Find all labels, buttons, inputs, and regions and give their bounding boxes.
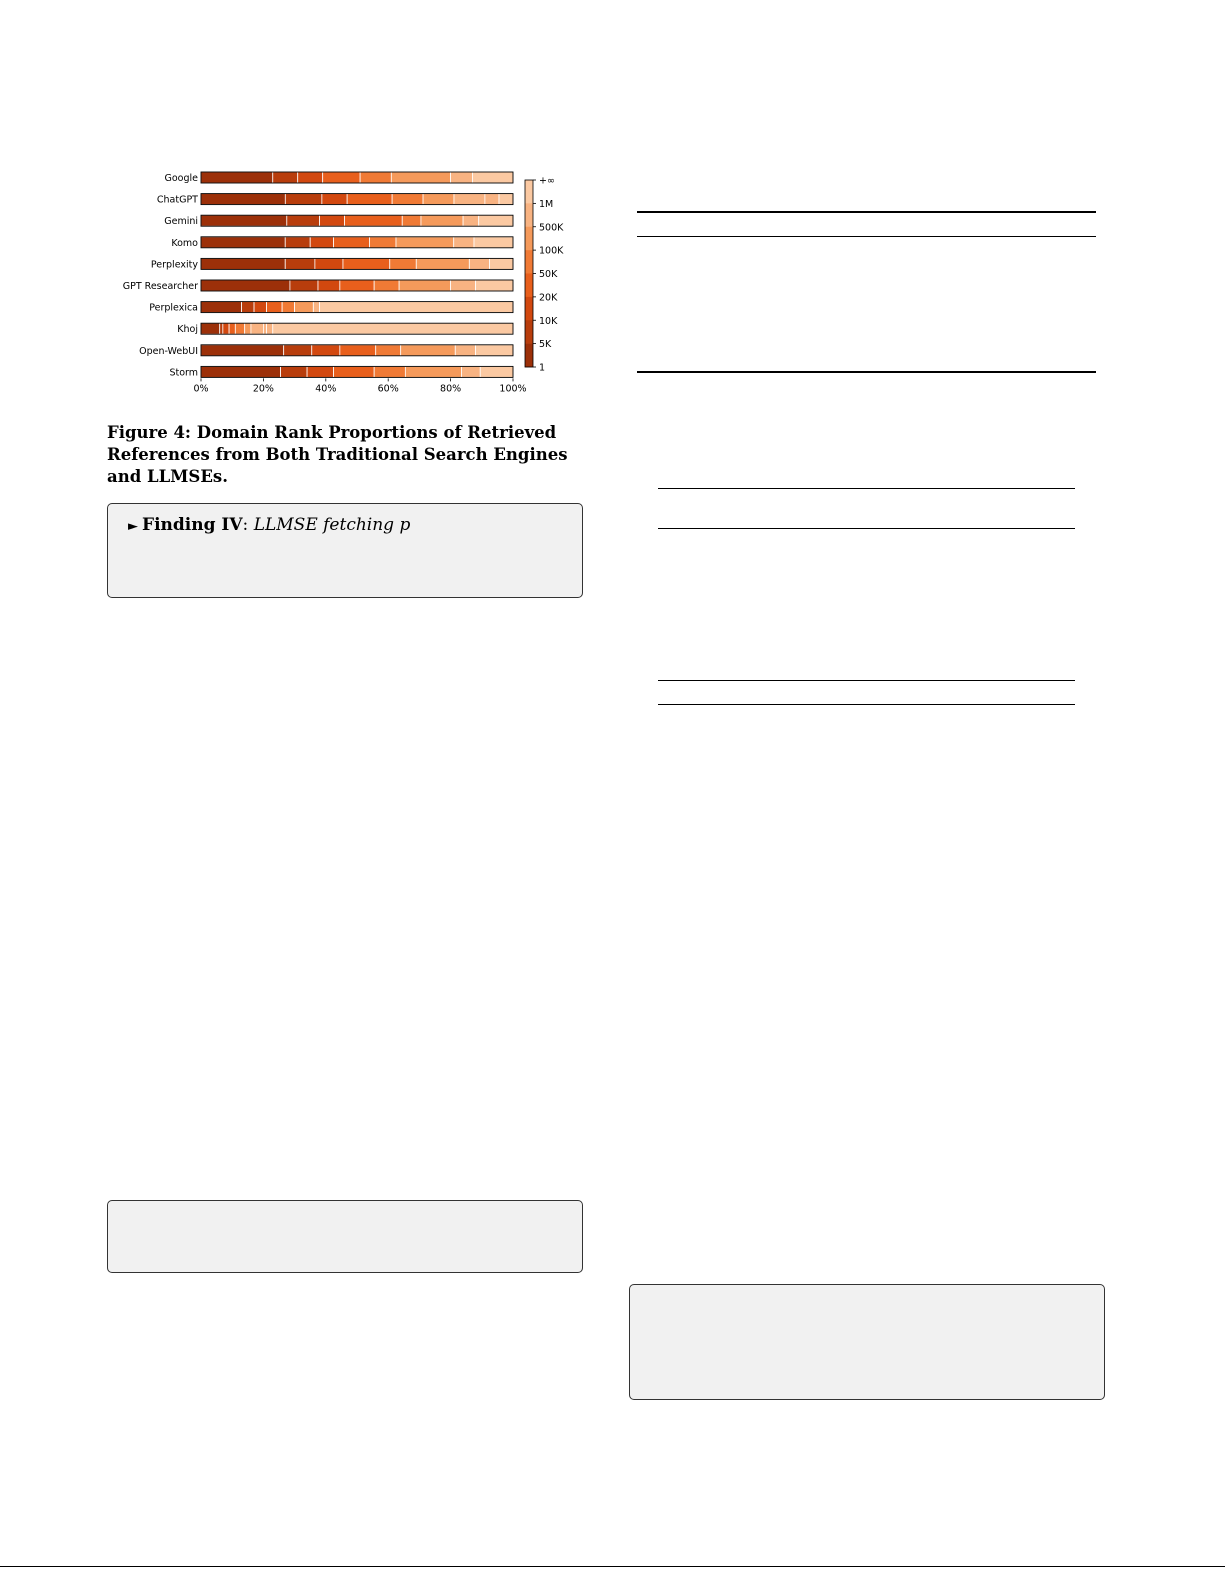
bar-segment	[423, 194, 454, 205]
bar-segment	[499, 194, 513, 205]
bar-segment	[334, 366, 375, 377]
bar-segment	[474, 237, 513, 248]
colorbar-segment	[525, 274, 533, 298]
colorbar-tick-label: 1	[539, 362, 546, 374]
bar-segment	[201, 258, 285, 269]
bar-segment	[235, 323, 244, 334]
colorbar-tick-label: 1M	[539, 198, 554, 210]
bar-segment	[451, 172, 473, 183]
colorbar-segment	[525, 180, 533, 204]
bar-segment	[391, 172, 450, 183]
bar-segment	[472, 172, 513, 183]
bar-segment	[340, 345, 376, 356]
bar-segment	[451, 280, 476, 291]
colorbar-segment	[525, 320, 533, 344]
bar-segment	[307, 366, 334, 377]
category-label: Perplexity	[150, 259, 198, 271]
colorbar-segment	[525, 344, 533, 368]
finding-arrow: ►	[128, 519, 138, 534]
x-tick-label: 40%	[315, 383, 337, 395]
bar-segment	[369, 237, 396, 248]
colorbar-segment	[525, 227, 533, 251]
bar-segment	[322, 194, 347, 205]
bar-segment	[285, 194, 322, 205]
bar-segment	[360, 172, 391, 183]
colorbar-tick-label: 500K	[539, 222, 564, 234]
bar-segment	[421, 215, 463, 226]
colorbar-tick-label: 50K	[539, 269, 558, 280]
bar-segment	[298, 172, 323, 183]
bar-segment	[242, 302, 254, 313]
bar-segment	[285, 237, 310, 248]
bar-segment	[476, 280, 513, 291]
category-label: Komo	[171, 237, 198, 249]
bar-segment	[479, 215, 513, 226]
table-bottom-rule	[637, 371, 1096, 373]
bar-segment	[480, 366, 513, 377]
domain-rank-chart	[100, 160, 600, 400]
bar-segment	[315, 258, 343, 269]
colorbar-segment	[525, 250, 533, 274]
x-tick-label: 60%	[377, 383, 399, 395]
bar-segment	[402, 215, 421, 226]
finding-separator: :	[242, 515, 254, 535]
table2-mid-rule	[658, 528, 1075, 529]
bar-segment	[343, 258, 390, 269]
bar-segment	[454, 194, 485, 205]
bar-segment	[320, 215, 345, 226]
bar-segment	[334, 237, 370, 248]
bar-segment	[201, 345, 284, 356]
bar-segment	[201, 366, 281, 377]
table2-lower-rule	[658, 680, 1075, 681]
bar-segment	[201, 280, 290, 291]
x-tick-label: 0%	[193, 383, 209, 395]
bar-segment	[287, 215, 320, 226]
bar-segment	[220, 323, 223, 334]
bar-segment	[273, 172, 298, 183]
category-label: Open-WebUI	[139, 345, 198, 357]
colorbar-segment	[525, 203, 533, 227]
finding-label: Finding IV	[142, 515, 243, 535]
bar-segment	[462, 366, 481, 377]
bar-segment	[416, 258, 469, 269]
x-tick-label: 100%	[499, 383, 527, 395]
category-label: Gemini	[164, 216, 198, 228]
bar-segment	[390, 258, 417, 269]
bar-segment	[476, 345, 513, 356]
bar-segment	[251, 323, 263, 334]
bar-segment	[254, 302, 266, 313]
bar-segment	[455, 345, 475, 356]
bar-segment	[201, 237, 285, 248]
bar-segment	[312, 345, 340, 356]
colorbar-tick-label: 10K	[539, 315, 558, 327]
finding-box-2	[107, 1200, 583, 1273]
colorbar-tick-label: 100K	[539, 245, 564, 257]
bar-segment	[313, 302, 319, 313]
bar-segment	[323, 172, 360, 183]
bar-segment	[267, 323, 273, 334]
bar-segment	[201, 172, 273, 183]
page-bottom-rule	[0, 1566, 1225, 1567]
bar-segment	[310, 237, 333, 248]
bar-segment	[485, 194, 499, 205]
bar-segment	[295, 302, 314, 313]
x-tick-label: 20%	[252, 383, 274, 395]
bar-segment	[454, 237, 474, 248]
finding-iv-text	[128, 515, 410, 535]
bar-segment	[318, 280, 340, 291]
x-tick-label: 80%	[440, 383, 462, 395]
colorbar-segment	[525, 297, 533, 321]
finding-body: LLMSE fetching p	[253, 515, 411, 535]
table-mid-rule	[637, 236, 1096, 237]
colorbar-tick-label: 5K	[539, 339, 552, 351]
bar-segment	[376, 345, 401, 356]
bar-segment	[399, 280, 450, 291]
bar-segment	[405, 366, 461, 377]
category-label: Perplexica	[149, 302, 198, 314]
table-top-rule	[637, 211, 1096, 213]
bar-segment	[320, 302, 513, 313]
bar-segment	[201, 323, 220, 334]
bar-segment	[290, 280, 318, 291]
bar-segment	[201, 194, 285, 205]
category-label: Storm	[169, 367, 198, 379]
figure-caption: Figure 4: Domain Rank Proportions of Retrieved References from Both Traditional Search Engines and LLMSEs.	[107, 423, 568, 486]
bar-segment	[273, 323, 513, 334]
category-label: Google	[164, 173, 198, 184]
bar-segment	[223, 323, 229, 334]
table2-top-rule	[658, 488, 1075, 489]
bar-segment	[284, 345, 312, 356]
bar-segment	[347, 194, 392, 205]
bar-segment	[281, 366, 308, 377]
bar-segment	[263, 323, 266, 334]
bar-segment	[229, 323, 235, 334]
bar-segment	[490, 258, 513, 269]
category-label: ChatGPT	[156, 194, 198, 206]
bar-segment	[201, 215, 287, 226]
bar-segment	[201, 302, 242, 313]
bar-segment	[401, 345, 456, 356]
bar-segment	[374, 366, 405, 377]
bar-segment	[469, 258, 489, 269]
bar-segment	[345, 215, 403, 226]
colorbar-tick-label: 20K	[539, 292, 558, 304]
category-label: GPT Researcher	[122, 281, 198, 292]
finding-box-3	[629, 1284, 1105, 1400]
bar-segment	[282, 302, 294, 313]
bar-segment	[396, 237, 454, 248]
bar-segment	[267, 302, 283, 313]
bar-segment	[245, 323, 251, 334]
category-label: Khoj	[177, 324, 198, 336]
bar-segment	[285, 258, 315, 269]
colorbar-tick-label: +∞	[539, 175, 555, 187]
bar-segment	[392, 194, 423, 205]
table2-bottom-rule	[658, 704, 1075, 705]
bar-segment	[463, 215, 479, 226]
bar-segment	[374, 280, 399, 291]
bar-segment	[340, 280, 374, 291]
